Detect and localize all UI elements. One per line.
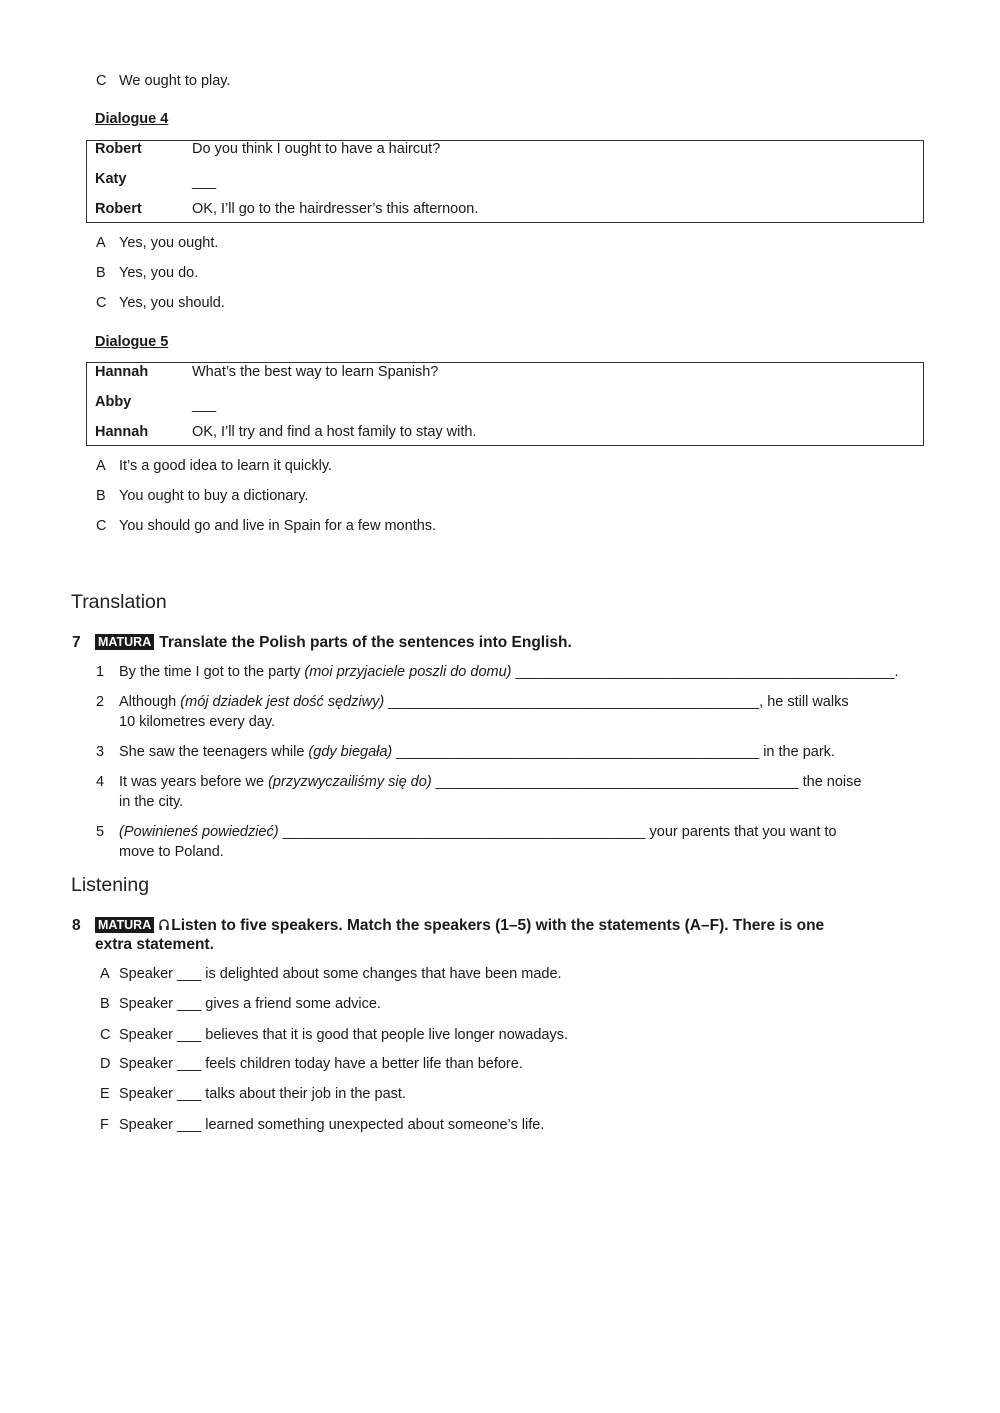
answer-blank[interactable]: _____________________________________________ in the park. <box>392 744 835 760</box>
dialogue-speaker: Robert <box>95 201 142 217</box>
statement-text: Speaker ___ is delighted about some changes that have been made. <box>119 966 562 982</box>
statement-text: Speaker ___ talks about their job in the past. <box>119 1086 406 1102</box>
polish-phrase: (moi przyjaciele poszli do domu) <box>304 664 512 680</box>
item-text-continued: move to Poland. <box>119 844 224 860</box>
translation-item <box>119 743 835 761</box>
statement-letter: D <box>100 1056 111 1072</box>
dialogue-line: Do you think I ought to have a haircut? <box>192 141 441 157</box>
dialogue-speaker: Robert <box>95 141 142 157</box>
item-text-continued: 10 kilometres every day. <box>119 714 276 730</box>
exercise-number: 7 <box>72 634 81 651</box>
statement-letter: C <box>100 1027 111 1043</box>
option-text: Yes, you ought. <box>119 235 219 251</box>
statement-letter: B <box>100 996 110 1012</box>
polish-phrase: (gdy biegała) <box>308 744 393 760</box>
translation-item <box>119 823 837 841</box>
answer-blank[interactable]: _____________________________________________ your parents that you want to <box>278 824 837 840</box>
exercise-instruction <box>95 917 824 936</box>
dialogue-speaker: Abby <box>95 394 132 410</box>
dialogue-line: OK, I’ll try and find a host family to stay with. <box>192 424 477 440</box>
section-heading-listening: Listening <box>71 874 150 896</box>
dialogue-blank: ___ <box>192 397 217 413</box>
dialogue-5-title: Dialogue 5 <box>95 334 169 350</box>
option-text: Yes, you do. <box>119 265 199 281</box>
item-text: It was years before we <box>119 774 269 790</box>
polish-phrase: (Powinieneś powiedzieć) <box>119 824 279 840</box>
option-letter: A <box>96 458 106 474</box>
dialogue-4-title: Dialogue 4 <box>95 111 169 127</box>
option-letter: C <box>96 518 107 534</box>
statement-letter: A <box>100 966 110 982</box>
statement-text: Speaker ___ feels children today have a better life than before. <box>119 1056 523 1072</box>
statement-text: Speaker ___ gives a friend some advice. <box>119 996 381 1012</box>
exercise-instruction <box>95 634 572 652</box>
dialogue-line: OK, I’ll go to the hairdresser’s this afternoon. <box>192 201 479 217</box>
dialogue-speaker: Hannah <box>95 364 149 380</box>
dialogue-speaker: Hannah <box>95 424 149 440</box>
statement-text: Speaker ___ believes that it is good that people live longer nowadays. <box>119 1027 568 1043</box>
item-number: 3 <box>96 744 105 760</box>
instruction-text: Translate the Polish parts of the sentences into English. <box>159 634 572 651</box>
option-text: We ought to play. <box>119 73 231 89</box>
exercise-number: 8 <box>72 917 81 934</box>
option-text: You should go and live in Spain for a few months. <box>119 518 437 534</box>
dialogue-speaker: Katy <box>95 171 127 187</box>
answer-blank[interactable]: _____________________________________________ the noise <box>431 774 862 790</box>
polish-phrase: (mój dziadek jest dość sędziwy) <box>180 694 385 710</box>
option-text: It’s a good idea to learn it quickly. <box>119 458 333 474</box>
option-letter: C <box>96 73 107 89</box>
option-letter: B <box>96 488 106 504</box>
statement-letter: F <box>100 1117 109 1133</box>
item-text: She saw the teenagers while <box>119 744 309 760</box>
item-number: 2 <box>96 694 105 710</box>
headphones-icon <box>159 918 169 936</box>
item-number: 5 <box>96 824 105 840</box>
instruction-text: Listen to five speakers. Match the speakers (1–5) with the statements (A–F). There is one <box>171 917 825 934</box>
option-text: Yes, you should. <box>119 295 225 311</box>
answer-blank[interactable]: ______________________________________________, he still walks <box>384 694 849 710</box>
item-text: Although <box>119 694 181 710</box>
option-text: You ought to buy a dictionary. <box>119 488 309 504</box>
option-letter: C <box>96 295 107 311</box>
option-letter: B <box>96 265 106 281</box>
answer-blank[interactable]: _______________________________________________. <box>511 664 899 680</box>
item-text-continued: in the city. <box>119 794 184 810</box>
polish-phrase: (przyzwyczailiśmy się do) <box>268 774 432 790</box>
option-letter: A <box>96 235 106 251</box>
item-text: By the time I got to the party <box>119 664 305 680</box>
statement-letter: E <box>100 1086 110 1102</box>
item-number: 4 <box>96 774 105 790</box>
dialogue-line: What’s the best way to learn Spanish? <box>192 364 439 380</box>
statement-text: Speaker ___ learned something unexpected about someone’s life. <box>119 1117 545 1133</box>
item-number: 1 <box>96 664 105 680</box>
section-heading-translation: Translation <box>71 591 167 613</box>
translation-item <box>119 773 861 791</box>
matura-badge: MATURA <box>95 634 154 650</box>
dialogue-blank: ___ <box>192 174 217 190</box>
matura-badge: MATURA <box>95 917 154 933</box>
translation-item <box>119 693 849 711</box>
translation-item <box>119 663 899 681</box>
instruction-text-continued: extra statement. <box>95 936 214 953</box>
